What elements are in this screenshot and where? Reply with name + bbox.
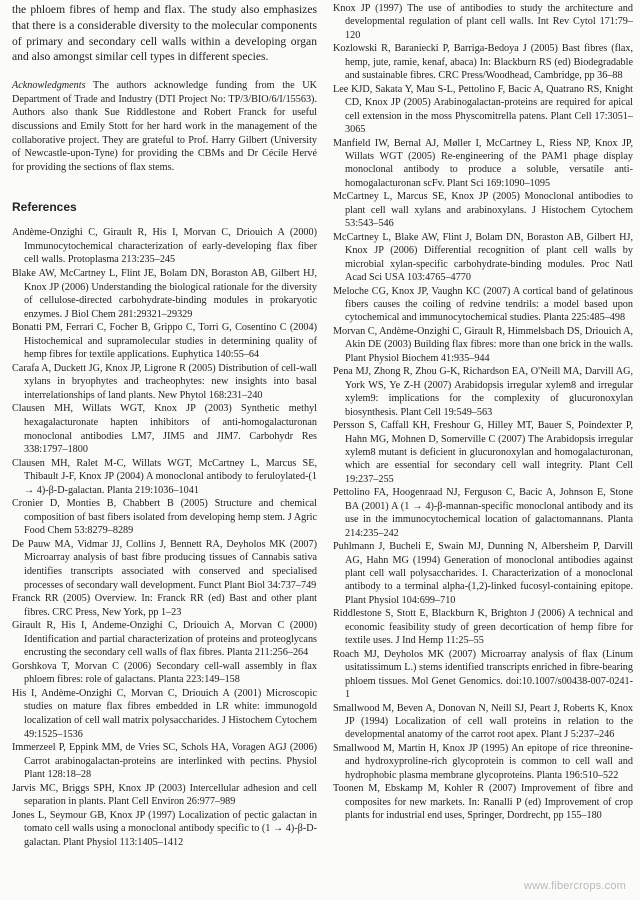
reference-item: Clausen MH, Ralet M-C, Willats WGT, McCartney L, Marcus SE, Thibault J-F, Knox JP (2004) A monoclonal antibody to feruloylated-(1 → 4)-β-D-galactan. Planta 219:1036–1041 [12, 457, 317, 496]
reference-item: Girault R, His I, Andeme-Onzighi C, Driouich A, Morvan C (2000) Identification and partial characterization of proteins and proteoglycans encrusting the secondary cell walls of flax fibres. Planta 211:256–264 [12, 620, 317, 659]
reference-item: His I, Andème-Onzighi C, Morvan C, Driouich A (2001) Microscopic studies on mature flax fibres embedded in LR white: immunogold localization of cell wall matrix polysaccharides. J Histochem Cytochem 49:1525–1536 [12, 687, 317, 740]
intro-paragraph: the phloem fibres of hemp and flax. The study also emphasizes that there is a considerable diversity to the molecular components of primary and secondary cell walls within a developing organ and also amongst similar cell types in different species. [12, 3, 317, 64]
reference-item: Pena MJ, Zhong R, Zhou G-K, Richardson EA, O'Neill MA, Darvill AG, York WS, Ye Z-H (2007) Arabidopsis irregular xylem8 and irregular xylem9: implications for the complexity of glucuronoxylan biosynthesis. Plant Cell 19:549–563 [333, 366, 633, 418]
reference-item: Gorshkova T, Morvan C (2006) Secondary cell-wall assembly in flax phloem fibres: role of galactans. Planta 223:149–158 [12, 660, 317, 686]
reference-item: Immerzeel P, Eppink MM, de Vries SC, Schols HA, Voragen AGJ (2006) Carrot arabinogalactan-proteins are interlinked with pectins. Physiol Plant 128:18–28 [12, 742, 317, 781]
references-list-right [333, 2, 633, 823]
reference-item: Lee KJD, Sakata Y, Mau S-L, Pettolino F, Bacic A, Quatrano RS, Knight CD, Knox JP (2005) Arabinogalactan-proteins are required for apical cell extension in the moss Physcomitrella patens. Plant Cell 17:3051–3065 [333, 83, 633, 136]
reference-item: Andème-Onzighi C, Girault R, His I, Morvan C, Driouich A (2000) Immunocytochemical characterization of early-developing flax fiber cell walls. Protoplasma 213:235–245 [12, 227, 317, 266]
reference-item: Kozlowski R, Baraniecki P, Barriga-Bedoya J (2005) Bast fibres (flax, hemp, jute, ramie, kenaf, abaca) In: Blackburn RS (ed) Biodegradable and sustainable fibres. CRC Press/Woodhead, Cambridge, pp 36–88 [333, 43, 633, 82]
reference-item: Franck RR (2005) Overview. In: Franck RR (ed) Bast and other plant fibres. CRC Press, New York, pp 1–23 [12, 593, 317, 618]
reference-item: Blake AW, McCartney L, Flint JE, Bolam DN, Boraston AB, Gilbert HJ, Knox JP (2006) Understanding the biological rationale for the diversity of cellulose-directed carbohydrate-binding modules in prokaryotic enzymes. J Biol Chem 281:29321–29329 [12, 267, 317, 320]
reference-item: Carafa A, Duckett JG, Knox JP, Ligrone R (2005) Distribution of cell-wall xylans in bryophytes and tracheophytes: new insights into basal interrelationships of land plants. New Phytol 168:231–240 [12, 362, 317, 401]
reference-item: Riddlestone S, Stott E, Blackburn K, Brighton J (2006) A technical and economic feasibility study of green decortication of hemp fibre for textile uses. J Ind Hemp 11:25–55 [333, 608, 633, 647]
reference-item: Toonen M, Ebskamp M, Kohler R (2007) Improvement of fibre and composites for new markets. In: Ranalli P (ed) Improvement of crop plants for industrial end uses, Springer, Dordrecht, pp 155–180 [333, 783, 633, 822]
reference-item: Smallwood M, Martin H, Knox JP (1995) An epitope of rice threonine- and hydroxyproline-rich glycoprotein is common to cell wall and hydrophobic plasma membrane glycoproteins. Planta 196:510–522 [333, 742, 633, 781]
right-column [333, 2, 633, 823]
reference-item: Smallwood M, Beven A, Donovan N, Neill SJ, Peart J, Roberts K, Knox JP (1994) Localization of cell wall proteins in relation to the developmental anatomy of the carrot root apex. Plant J 5:237–246 [333, 702, 633, 741]
reference-item: McCartney L, Blake AW, Flint J, Bolam DN, Boraston AB, Gilbert HJ, Knox JP (2006) Differential recognition of plant cell walls by microbial xylan-specific carbohydrate-binding modules. Proc Natl Acad Sci USA 103:4765–4770 [333, 231, 633, 284]
reference-item: McCartney L, Marcus SE, Knox JP (2005) Monoclonal antibodies to plant cell wall xylans and arabinoxylans. J Histochem Cytochem 53:543–546 [333, 191, 633, 230]
reference-item: Jones L, Seymour GB, Knox JP (1997) Localization of pectic galactan in tomato cell walls using a monoclonal antibody specific to (1 → 4)-β-D-galactan. Plant Physiol 113:1405–1412 [12, 809, 317, 848]
reference-item: Clausen MH, Willats WGT, Knox JP (2003) Synthetic methyl hexagalacturonate hapten inhibitors of anti-homogalacturonan monoclonal antibodies LM7, JIM5 and JIM7. Carbohydr Res 338:1797–1800 [12, 403, 317, 456]
reference-item: Manfield IW, Bernal AJ, Møller I, McCartney L, Riess NP, Knox JP, Willats WGT (2005) Re-engineering of the PAM1 phage display monoclonal antibody to produce a soluble, versatile anti-homogalacturonan scFv. Plant Sci 169:1090–1095 [333, 137, 633, 189]
reference-item: Jarvis MC, Briggs SPH, Knox JP (2003) Intercellular adhesion and cell separation in plants. Plant Cell Environ 26:977–989 [12, 782, 317, 808]
reference-item: Bonatti PM, Ferrari C, Focher B, Grippo C, Torri G, Cosentino C (2004) Histochemical and supramolecular studies in determining quality of hemp fibres for textile applications. Euphytica 140:55–64 [12, 322, 317, 361]
reference-item: Roach MJ, Deyholos MK (2007) Microarray analysis of flax (Linum usitatissimum L.) stems identified transcripts enriched in fibre-bearing phloem tissues. Mol Genet Genomics. doi:10.1007/s00438-007-0241-1 [333, 648, 633, 701]
acknowledgments-label: Acknowledgments [12, 80, 86, 92]
reference-item: Morvan C, Andème-Onzighi C, Girault R, Himmelsbach DS, Driouich A, Akin DE (2003) Building flax fibres: more than one brick in the walls. Plant Physiol Biochem 41:935–944 [333, 325, 633, 364]
watermark: www.fibercrops.com [523, 880, 626, 892]
acknowledgments-text: The authors acknowledge funding from the UK Department of Trade and Industry (DTI Project No: TP/3/BIO/6/I/15563). Authors also thank Sue Riddlestone and Robert Franck for useful discussions and Emily Stott for her hard work in the management of the collaborative project. They are grateful to Prof. Harry Gilbert (University of Newcastle-upon-Tyne) for providing the CBMs and Dr Cécile Hervé for providing the sections of flax stems. [12, 80, 317, 173]
references-heading: References [12, 200, 77, 215]
acknowledgments [12, 79, 317, 174]
reference-item: Pettolino FA, Hoogenraad NJ, Ferguson C, Bacic A, Johnson E, Stone BA (2001) A (1 → 4)-β-mannan-specific monoclonal antibody and its use in the immunocytochemical location of galactomannans. Planta 214:235–242 [333, 487, 633, 539]
reference-item: De Pauw MA, Vidmar JJ, Collins J, Bennett RA, Deyholos MK (2007) Microarray analysis of bast fibre producing tissues of Cannabis sativa identifies transcripts associated with conserved and specialised processes of secondary wall development. Funct Plant Biol 34:737–749 [12, 538, 317, 591]
reference-item: Persson S, Caffall KH, Freshour G, Hilley MT, Bauer S, Poindexter P, Hahn MG, Mohnen D, Somerville C (2007) The Arabidopsis irregular xylem8 mutant is deficient in glucuronoxylan and homogalacturonan, which are essential for secondary cell wall integrity. Plant Cell 19:237–255 [333, 420, 633, 485]
reference-item: Cronier D, Monties B, Chabbert B (2005) Structure and chemical composition of bast fibers isolated from developing hemp stem. J Agric Food Chem 53:8279–8289 [12, 498, 317, 537]
left-column [12, 2, 317, 850]
reference-item: Puhlmann J, Bucheli E, Swain MJ, Dunning N, Albersheim P, Darvill AG, Hahn MG (1994) Generation of monoclonal antibodies against plant cell wall polysaccharides. I. Characterization of a monoclonal antibody to a terminal alpha-(1,2)-linked fucosyl-containing epitope. Plant Physiol 104:699–710 [333, 541, 633, 606]
references-list-left [12, 226, 317, 849]
reference-item: Knox JP (1997) The use of antibodies to study the architecture and developmental regulation of plant cell walls. Int Rev Cytol 171:79–120 [333, 3, 633, 41]
reference-item: Meloche CG, Knox JP, Vaughn KC (2007) A cortical band of gelatinous fibers causes the coiling of redvine tendrils: a model based upon cytochemical and immunocytochemical studies. Planta 225:485–498 [333, 285, 633, 324]
